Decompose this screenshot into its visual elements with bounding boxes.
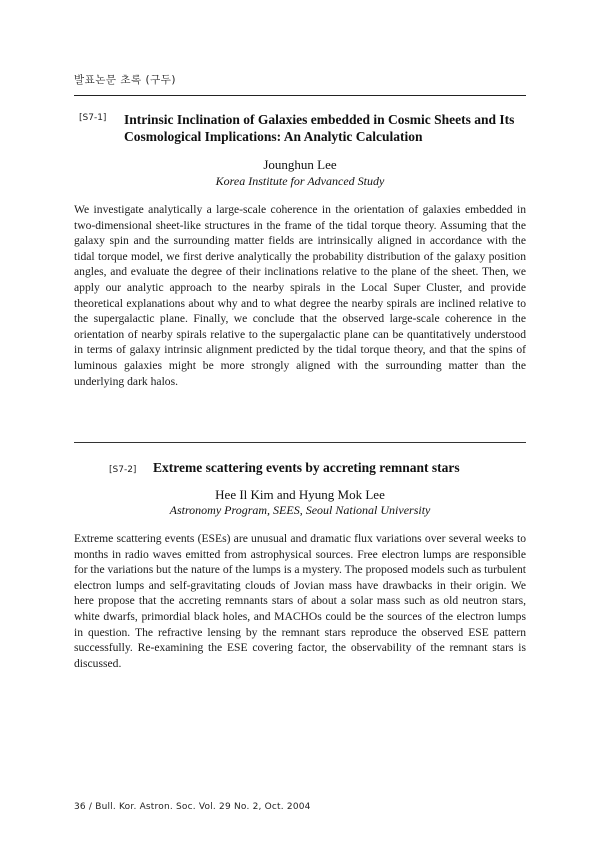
- abstract-authors: Hee Il Kim and Hyung Mok Lee: [215, 487, 385, 502]
- abstract-code: [S7-1]: [79, 113, 107, 123]
- abstract-affiliation: Korea Institute for Advanced Study: [215, 174, 385, 188]
- abstract-divider: [74, 442, 526, 443]
- page-footer: 36 / Bull. Kor. Astron. Soc. Vol. 29 No. 2, Oct. 2004: [74, 802, 311, 812]
- abstract-title: Intrinsic Inclination of Galaxies embedded in Cosmic Sheets and Its Cosmological Implications: An Analytic Calculation: [124, 112, 515, 144]
- header-divider: [74, 95, 526, 96]
- abstract-code: [S7-2]: [109, 465, 137, 475]
- abstract-authors: Jounghun Lee: [263, 157, 337, 172]
- abstract-affiliation: Astronomy Program, SEES, Seoul National University: [169, 503, 431, 517]
- abstract-title: Extreme scattering events by accreting remnant stars: [153, 460, 460, 475]
- section-header: 발표논문 초록 (구두): [74, 74, 177, 86]
- abstract-body: Extreme scattering events (ESEs) are unusual and dramatic flux variations over several weeks to months in radio waves emitted from astrophysical sources. Free electron lumps are responsible for the variations but the nature of the lumps is a mystery. The proposed models such as turbulent electron lumps and self-gravitating clouds of Jovian mass have drawbacks in their origin. We here propose that the accreting remnants stars of about a solar mass such as old neutron stars, white dwarfs, primordial black holes, and MACHOs could be the sources of the electron lumps in question. The refractive lensing by the remnant stars reproduce the observed ESE pattern successfully. Re-examining the ESE covering factor, the observability of the remnant stars is discussed.: [74, 532, 526, 670]
- abstract-body: We investigate analytically a large-scale coherence in the orientation of galaxies embedded in two-dimensional sheet-like structures in the frame of the tidal torque theory. Assuming that the galaxy spin and the surrounding matter fields are intrinsically aligned in accordance with the tidal torque model, we first derive analytically the probability distribution of the galaxy position angles, and evaluate the degree of their inclinations relative to the plane of the sheet. Then, we apply our analytic approach to the nearby spirals in the Local Super Cluster, and provide theoretical explanations about why and to what degree the nearby spirals are inclined relative to the supergalactic plane. Finally, we conclude that the observed large-scale coherence in the orientation of nearby spirals relative to the supergalactic plane can be quantitatively understood in terms of galaxy intrinsic alignment predicted by the tidal torque theory, and that the spins of luminous galaxies might be more strongly aligned with the surrounding matter than the underlying dark halos.: [74, 203, 526, 388]
